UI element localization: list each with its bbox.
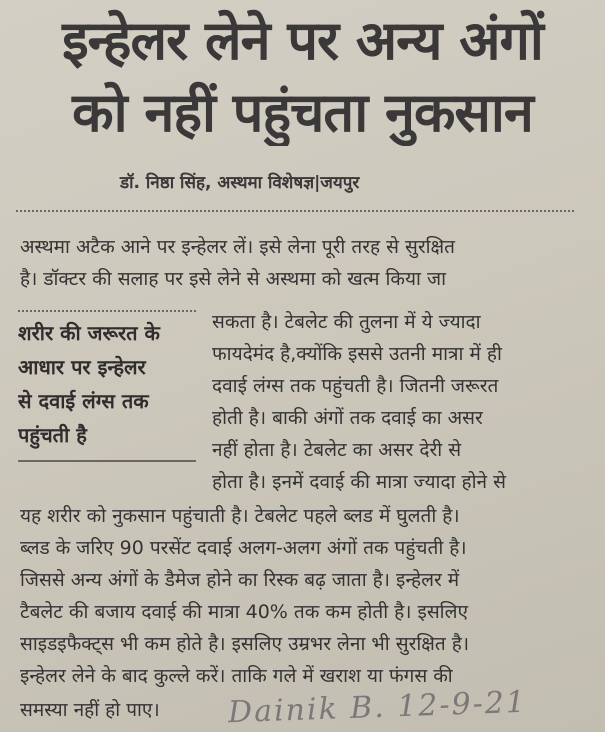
body-line: दवाई लंग्स तक पहुंचती है। जितनी जरूरत (212, 375, 499, 397)
pull-quote-line: शरीर की जरूरत के (18, 321, 160, 345)
headline-line-2: को नहीं पहुंचता नुकसान (72, 81, 533, 144)
body-line: होता है। इनमें दवाई की मात्रा ज्यादा होने से (212, 471, 506, 493)
byline: डॉ. निष्ठा सिंह, अस्थमा विशेषज्ञ|जयपुर (120, 173, 360, 193)
body-line: होती है। बाकी अंगों तक दवाई का असर (212, 407, 483, 429)
handwritten-note: Dainik B. 12-9-21 (227, 684, 528, 731)
divider-dotted (16, 210, 574, 212)
body-line: अस्थमा अटैक आने पर इन्हेलर लें। इसे लेना पूरी तरह से सुरक्षित (20, 236, 455, 258)
pull-quote-rule-bottom (18, 460, 196, 462)
body-line: साइडइफैक्ट्स भी कम होते है। इसलिए उम्रभर लेना भी सुरक्षित है। (20, 633, 470, 655)
body-line: सकता है। टेबलेट की तुलना में ये ज्यादा (212, 311, 481, 333)
headline-line-1: इन्हेलर लेने पर अन्य अंगों (62, 9, 543, 72)
body-line: नहीं होता है। टेबलेट का असर देरी से (212, 439, 462, 461)
body-line: टैबलेट की बजाय दवाई की मात्रा 40% तक कम होती है। इसलिए (20, 601, 468, 623)
body-line: जिससे अन्य अंगों के डैमेज होने का रिस्क बढ़ जाता है। इन्हेलर में (20, 569, 460, 591)
body-line: इन्हेलर लेने के बाद कुल्ले करें। ताकि गले में खराश या फंगस की (20, 665, 453, 687)
body-line: है। डॉक्टर की सलाह पर इसे लेने से अस्थमा को खत्म किया जा (20, 268, 446, 290)
pull-quote-line: आधार पर इन्हेलर (18, 355, 146, 379)
pull-quote-line: पहुंचती है (18, 423, 87, 447)
body-line: ब्लड के जरिए 90 परसेंट दवाई अलग-अलग अंगों तक पहुंचती है। (20, 537, 467, 559)
body-line: यह शरीर को नुकसान पहुंचाती है। टेबलेट पहले ब्लड में घुलती है। (20, 505, 460, 527)
body-line: फायदेमंद है,क्योंकि इससे उतनी मात्रा में ही (212, 343, 502, 365)
pull-quote-line: से दवाई लंग्स तक (18, 389, 149, 413)
body-line: समस्या नहीं हो पाए। (20, 699, 160, 721)
pull-quote (18, 310, 196, 462)
pull-quote-rule-top (18, 310, 196, 312)
